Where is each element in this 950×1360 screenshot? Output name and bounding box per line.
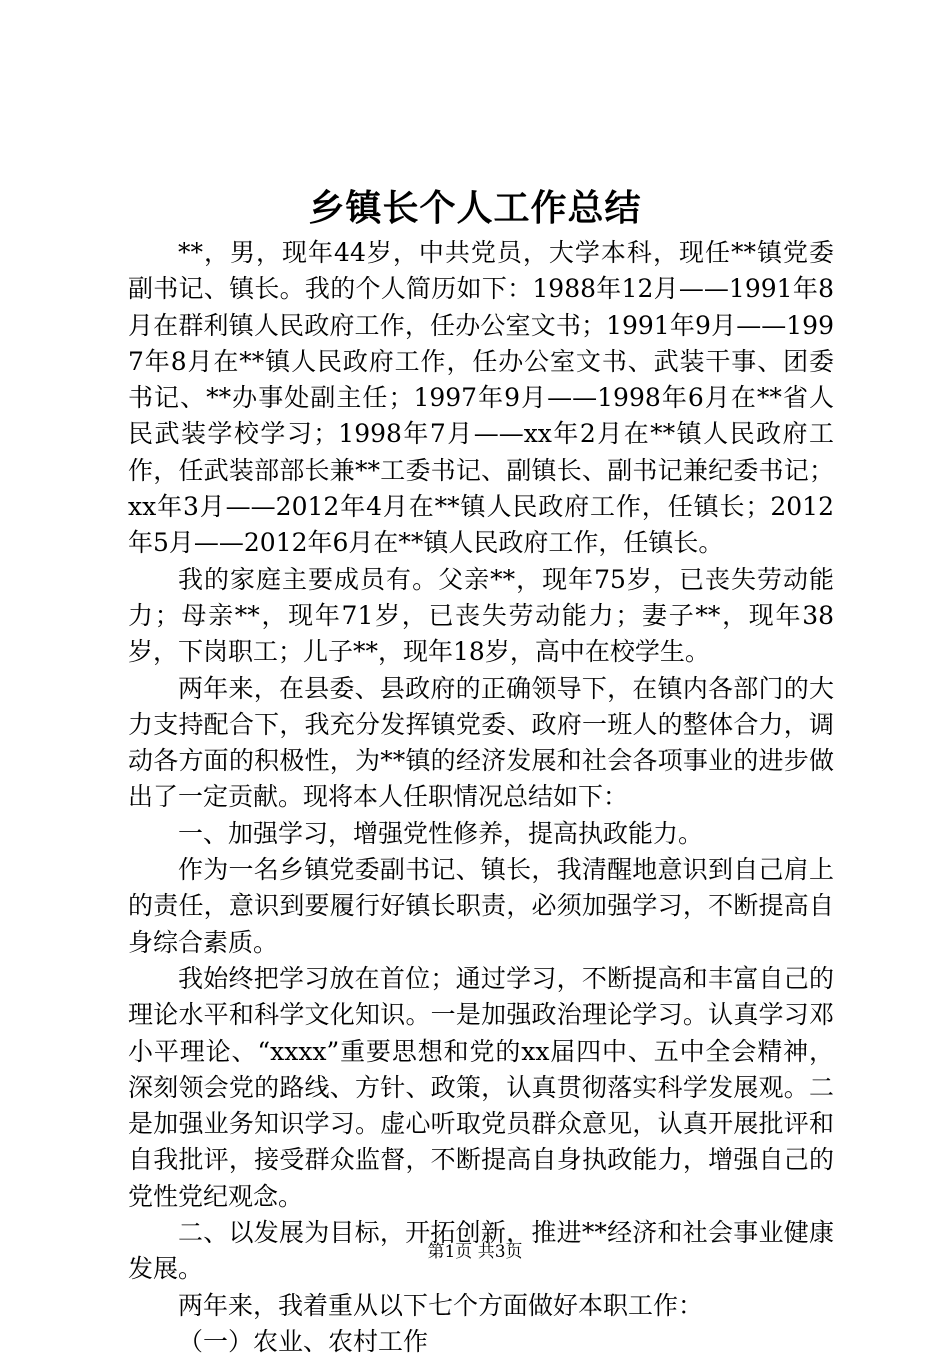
- paragraph-study: 我始终把学习放在首位；通过学习，不断提高和丰富自己的理论水平和科学文化知识。一是加强政治理论学习。认真学习邓小平理论、“xxxx”重要思想和党的xx届四中、五中全会精神，深刻领会党的路线、方针、政策，认真贯彻落实科学发展观。二是加强业务知识学习。虚心听取党员群众意见，认真开展批评和自我批评，接受群众监督，不断提高自身执政能力，增强自己的党性党纪观念。: [128, 963, 834, 1211]
- paragraph-overview: 两年来，在县委、县政府的正确领导下，在镇内各部门的大力支持配合下，我充分发挥镇党委、政府一班人的整体合力，调动各方面的积极性，为**镇的经济发展和社会各项事业的进步做出了一定贡献。现将本人任职情况总结如下：: [128, 673, 834, 812]
- section-heading-2: 二、以发展为目标，开拓创新，推进**经济和社会事业健康发展。: [128, 1218, 834, 1284]
- paragraph-responsibility: 作为一名乡镇党委副书记、镇长，我清醒地意识到自己肩上的责任，意识到要履行好镇长职责，必须加强学习，不断提高自身综合素质。: [128, 855, 834, 957]
- document-body: [128, 235, 834, 1360]
- paragraph-seven-aspects: 两年来，我着重从以下七个方面做好本职工作：: [178, 1290, 704, 1320]
- document-title: 乡镇长个人工作总结: [308, 187, 642, 229]
- section-heading-1: 一、加强学习，增强党性修养，提高执政能力。: [178, 818, 704, 848]
- page-footer: 第1页 共3页: [427, 1242, 523, 1262]
- paragraph-profile: **，男，现年44岁，中共党员，大学本科，现任**镇党委副书记、镇长。我的个人简历如下：1988年12月——1991年8月在群利镇人民政府工作，任办公室文书；1991年9月——1997年8月在**镇人民政府工作，任办公室文书、武装干事、团委书记、**办事处副主任；1997年9月——1998年6月在**省人民武装学校学习；1998年7月——xx年2月在**镇人民政府工作，任武装部部长兼**工委书记、副镇长、副书记兼纪委书记；xx年3月——2012年4月在**镇人民政府工作，任镇长；2012年5月——2012年6月在**镇人民政府工作，任镇长。: [128, 238, 834, 558]
- subsection-heading-1: （一）农业、农村工作: [178, 1326, 429, 1356]
- paragraph-family: 我的家庭主要成员有。父亲**，现年75岁，已丧失劳动能力；母亲**，现年71岁，已丧失劳动能力；妻子**，现年38岁，下岗职工；儿子**，现年18岁，高中在校学生。: [128, 564, 835, 667]
